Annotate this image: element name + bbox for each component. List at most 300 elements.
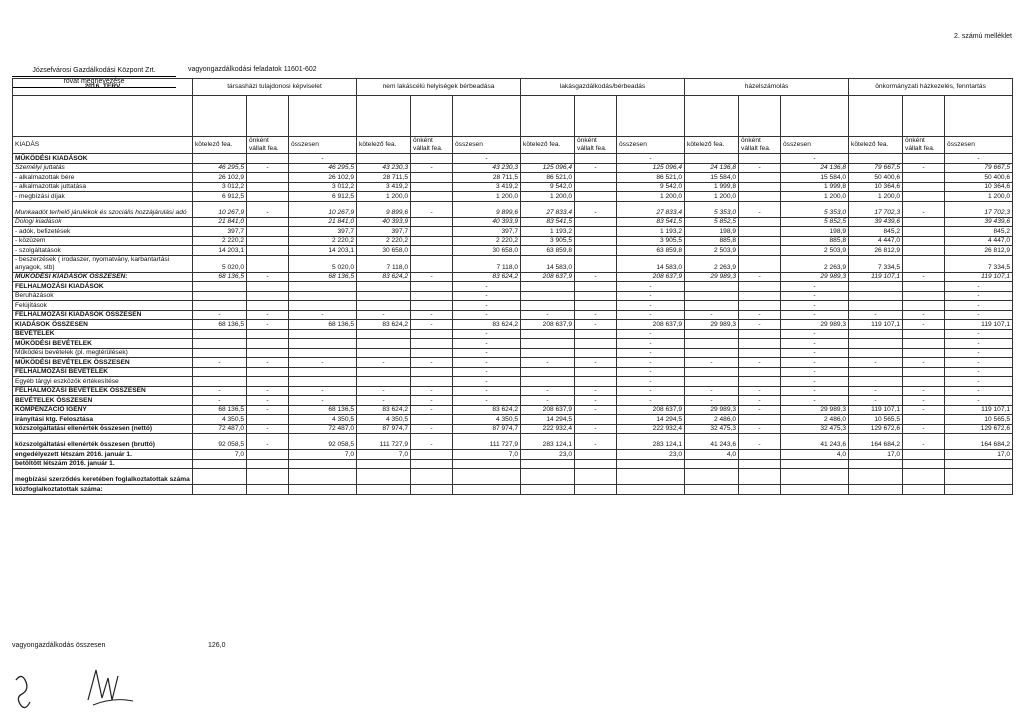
value-cell xyxy=(411,291,453,301)
value-cell: - xyxy=(411,320,453,330)
row-label: betöltött létszám 2016. január 1. xyxy=(13,459,193,469)
value-cell: 10 267,9 xyxy=(193,201,247,217)
value-cell xyxy=(575,348,617,358)
value-cell: 4,0 xyxy=(685,450,739,460)
value-cell xyxy=(739,485,781,495)
value-cell xyxy=(411,154,453,164)
value-cell: - xyxy=(781,367,849,377)
value-cell: 111 727,9 xyxy=(357,434,411,450)
spacer-cell xyxy=(521,96,575,137)
value-cell: - xyxy=(849,396,903,406)
value-cell: - xyxy=(247,405,289,415)
value-cell: - xyxy=(781,282,849,292)
value-cell xyxy=(411,339,453,349)
value-cell xyxy=(289,469,357,485)
table-row xyxy=(13,386,1013,396)
value-cell xyxy=(411,217,453,227)
value-cell: 14 294,5 xyxy=(617,415,685,425)
value-cell: 17 702,3 xyxy=(945,201,1013,217)
value-cell: 15 584,0 xyxy=(685,173,739,183)
value-cell xyxy=(575,459,617,469)
table-row xyxy=(13,367,1013,377)
value-cell: 43 230,3 xyxy=(357,163,411,173)
value-cell: 1 999,8 xyxy=(685,182,739,192)
value-cell xyxy=(411,255,453,272)
value-cell: - xyxy=(247,424,289,434)
value-cell xyxy=(289,348,357,358)
value-cell xyxy=(193,367,247,377)
value-cell: 5 852,5 xyxy=(685,217,739,227)
value-cell: 24 136,8 xyxy=(781,163,849,173)
value-cell: 129 672,6 xyxy=(849,424,903,434)
table-row xyxy=(13,377,1013,387)
spacer-cell xyxy=(411,96,453,137)
value-cell: - xyxy=(739,434,781,450)
row-label: BEVÉTELEK xyxy=(13,329,193,339)
value-cell: - xyxy=(411,358,453,368)
value-cell: 29 989,3 xyxy=(685,405,739,415)
value-cell: - xyxy=(247,320,289,330)
subheader-cell: önként vállalt fea. xyxy=(739,137,781,154)
value-cell: - xyxy=(193,310,247,320)
value-cell xyxy=(411,485,453,495)
value-cell xyxy=(289,282,357,292)
value-cell: - xyxy=(617,282,685,292)
value-cell: - xyxy=(453,396,521,406)
value-cell: - xyxy=(739,405,781,415)
value-cell: 3 012,2 xyxy=(289,182,357,192)
value-cell: 208 637,9 xyxy=(617,272,685,282)
value-cell xyxy=(575,377,617,387)
value-cell: 397,7 xyxy=(193,227,247,237)
table-row xyxy=(13,272,1013,282)
value-cell: 79 667,5 xyxy=(849,163,903,173)
value-cell xyxy=(453,459,521,469)
value-cell xyxy=(193,459,247,469)
value-cell: 1 200,0 xyxy=(357,192,411,202)
value-cell xyxy=(849,367,903,377)
value-cell: 86 521,0 xyxy=(521,173,575,183)
row-label: FELHALMOZÁSI KIADÁSOK xyxy=(13,282,193,292)
value-cell: 222 932,4 xyxy=(617,424,685,434)
value-cell xyxy=(685,339,739,349)
value-cell: 29 989,3 xyxy=(685,320,739,330)
value-cell: - xyxy=(617,367,685,377)
value-cell xyxy=(411,367,453,377)
value-cell xyxy=(247,485,289,495)
table-row xyxy=(13,192,1013,202)
value-cell: 2 263,9 xyxy=(685,255,739,272)
value-cell: 40 393,9 xyxy=(357,217,411,227)
value-cell xyxy=(685,301,739,311)
value-cell xyxy=(247,377,289,387)
value-cell: - xyxy=(453,377,521,387)
group-header: házelszámolás xyxy=(685,79,849,96)
value-cell: - xyxy=(903,396,945,406)
value-cell: - xyxy=(411,424,453,434)
value-cell: - xyxy=(453,348,521,358)
value-cell: 1 193,2 xyxy=(521,227,575,237)
value-cell: - xyxy=(903,320,945,330)
row-label: FELHALMOZÁSI BEVÉTELEK xyxy=(13,367,193,377)
value-cell: 4 350,5 xyxy=(357,415,411,425)
value-cell xyxy=(739,227,781,237)
value-cell xyxy=(357,301,411,311)
value-cell: - xyxy=(903,201,945,217)
value-cell xyxy=(453,469,521,485)
value-cell xyxy=(247,282,289,292)
value-cell xyxy=(685,485,739,495)
row-label: megbízási szerződés keretében foglalkoztatottak száma xyxy=(13,469,193,485)
value-cell xyxy=(411,415,453,425)
value-cell xyxy=(617,485,685,495)
value-cell: 24 136,8 xyxy=(685,163,739,173)
value-cell: 5 852,5 xyxy=(781,217,849,227)
spacer-cell xyxy=(357,96,411,137)
value-cell: 29 989,3 xyxy=(781,320,849,330)
kiadas-label: KIADÁS xyxy=(13,137,193,154)
value-cell: 4 447,0 xyxy=(849,236,903,246)
value-cell xyxy=(247,182,289,192)
value-cell: 164 684,2 xyxy=(945,434,1013,450)
value-cell: - xyxy=(411,310,453,320)
spacer-cell xyxy=(781,96,849,137)
spacer-cell xyxy=(453,96,521,137)
value-cell: 32 475,3 xyxy=(781,424,849,434)
value-cell: - xyxy=(739,310,781,320)
value-cell: - xyxy=(903,386,945,396)
value-cell: - xyxy=(849,310,903,320)
value-cell: 119 107,1 xyxy=(849,320,903,330)
row-label: MŰKÖDÉSI KIADÁSOK ÖSSZESEN: xyxy=(13,272,193,282)
value-cell: 30 658,0 xyxy=(453,246,521,256)
value-cell xyxy=(357,459,411,469)
table-row xyxy=(13,434,1013,450)
row-label: Személyi juttatás xyxy=(13,163,193,173)
group-header: önkormányzati házkezelés, fenntartás xyxy=(849,79,1013,96)
subheader-cell: összesen xyxy=(617,137,685,154)
value-cell xyxy=(411,469,453,485)
value-cell: - xyxy=(453,339,521,349)
row-label: irányítási ktg. Felosztása xyxy=(13,415,193,425)
value-cell: 1 200,0 xyxy=(849,192,903,202)
value-cell xyxy=(289,377,357,387)
value-cell: - xyxy=(575,163,617,173)
value-cell xyxy=(575,236,617,246)
value-cell: - xyxy=(453,329,521,339)
value-cell: - xyxy=(411,396,453,406)
value-cell xyxy=(247,227,289,237)
value-cell xyxy=(411,173,453,183)
subheader-cell: összesen xyxy=(289,137,357,154)
value-cell: 79 667,5 xyxy=(945,163,1013,173)
value-cell: 14 203,1 xyxy=(289,246,357,256)
value-cell xyxy=(903,182,945,192)
value-cell xyxy=(411,246,453,256)
value-cell: - xyxy=(289,386,357,396)
value-cell: - xyxy=(357,310,411,320)
value-cell xyxy=(575,192,617,202)
value-cell: - xyxy=(411,201,453,217)
value-cell xyxy=(575,282,617,292)
value-cell xyxy=(411,348,453,358)
value-cell: - xyxy=(247,163,289,173)
row-label: Működési bevételek (pl. megtérülések) xyxy=(13,348,193,358)
value-cell: - xyxy=(903,405,945,415)
value-cell xyxy=(739,236,781,246)
value-cell: 2 263,9 xyxy=(781,255,849,272)
value-cell: - xyxy=(289,396,357,406)
value-cell xyxy=(357,291,411,301)
value-cell xyxy=(903,339,945,349)
value-cell: - xyxy=(617,154,685,164)
value-cell: 87 974,7 xyxy=(357,424,411,434)
value-cell: 2 503,9 xyxy=(685,246,739,256)
table-row xyxy=(13,246,1013,256)
value-cell xyxy=(945,469,1013,485)
row-label: Felújítások xyxy=(13,301,193,311)
value-cell xyxy=(247,469,289,485)
value-cell: - xyxy=(453,386,521,396)
value-cell xyxy=(289,301,357,311)
value-cell: 845,2 xyxy=(849,227,903,237)
value-cell: 1 200,0 xyxy=(521,192,575,202)
value-cell xyxy=(193,339,247,349)
subheader-cell: összesen xyxy=(781,137,849,154)
value-cell: 83 541,5 xyxy=(617,217,685,227)
subheader-cell: kötelező fea. xyxy=(193,137,247,154)
value-cell: 92 058,5 xyxy=(193,434,247,450)
table-row xyxy=(13,291,1013,301)
value-cell: 6 912,5 xyxy=(289,192,357,202)
value-cell xyxy=(193,485,247,495)
value-cell xyxy=(739,301,781,311)
value-cell xyxy=(903,450,945,460)
value-cell: 885,8 xyxy=(781,236,849,246)
value-cell: 68 136,5 xyxy=(193,272,247,282)
table-row xyxy=(13,320,1013,330)
value-cell xyxy=(521,301,575,311)
table-row xyxy=(13,459,1013,469)
value-cell: 10 565,5 xyxy=(849,415,903,425)
value-cell: - xyxy=(781,358,849,368)
value-cell: 87 974,7 xyxy=(453,424,521,434)
value-cell: 17,0 xyxy=(849,450,903,460)
value-cell: 83 624,2 xyxy=(453,272,521,282)
value-cell: 46 295,5 xyxy=(193,163,247,173)
row-label: KOMPENZÁCIÓ IGÉNY xyxy=(13,405,193,415)
value-cell: 119 107,1 xyxy=(849,405,903,415)
value-cell xyxy=(739,182,781,192)
value-cell: 397,7 xyxy=(357,227,411,237)
value-cell xyxy=(903,329,945,339)
value-cell: - xyxy=(739,424,781,434)
value-cell: 28 711,5 xyxy=(453,173,521,183)
value-cell: 4 350,5 xyxy=(289,415,357,425)
value-cell: 2 220,2 xyxy=(453,236,521,246)
value-cell: 3 419,2 xyxy=(453,182,521,192)
value-cell xyxy=(903,173,945,183)
value-cell: 119 107,1 xyxy=(849,272,903,282)
value-cell: 4 350,5 xyxy=(193,415,247,425)
value-cell: 50 400,6 xyxy=(849,173,903,183)
value-cell: 1 200,0 xyxy=(453,192,521,202)
spacer-cell xyxy=(945,96,1013,137)
value-cell xyxy=(617,469,685,485)
value-cell: 3 905,5 xyxy=(521,236,575,246)
table-row xyxy=(13,201,1013,217)
value-cell: 119 107,1 xyxy=(945,272,1013,282)
value-cell: 4,0 xyxy=(781,450,849,460)
value-cell: 10 364,6 xyxy=(849,182,903,192)
value-cell xyxy=(849,154,903,164)
value-cell xyxy=(739,246,781,256)
subheader-cell: összesen xyxy=(945,137,1013,154)
value-cell: 10 565,5 xyxy=(945,415,1013,425)
value-cell xyxy=(903,377,945,387)
value-cell: - xyxy=(945,282,1013,292)
value-cell: - xyxy=(453,301,521,311)
value-cell: - xyxy=(453,358,521,368)
group-header: lakásgazdálkodás/bérbeadás xyxy=(521,79,685,96)
row-label: közszolgáltatási ellenérték összesen (bruttó) xyxy=(13,434,193,450)
value-cell xyxy=(357,485,411,495)
value-cell xyxy=(521,339,575,349)
value-cell xyxy=(247,367,289,377)
value-cell: 83 624,2 xyxy=(453,405,521,415)
value-cell xyxy=(739,255,781,272)
value-cell xyxy=(247,291,289,301)
value-cell: - xyxy=(617,396,685,406)
group-header: nem lakáscélú helyiségek bérbeadása xyxy=(357,79,521,96)
subheader-cell: kötelező fea. xyxy=(849,137,903,154)
value-cell xyxy=(193,154,247,164)
table-row xyxy=(13,236,1013,246)
value-cell: 17,0 xyxy=(945,450,1013,460)
value-cell xyxy=(903,301,945,311)
value-cell: - xyxy=(575,386,617,396)
value-cell: - xyxy=(903,358,945,368)
value-cell: - xyxy=(617,310,685,320)
value-cell: - xyxy=(575,434,617,450)
value-cell xyxy=(521,329,575,339)
value-cell xyxy=(739,377,781,387)
table-row xyxy=(13,154,1013,164)
value-cell: - xyxy=(781,329,849,339)
value-cell: - xyxy=(617,339,685,349)
value-cell: 21 841,0 xyxy=(289,217,357,227)
table-row xyxy=(13,182,1013,192)
value-cell: 30 658,0 xyxy=(357,246,411,256)
value-cell xyxy=(575,227,617,237)
value-cell: - xyxy=(903,163,945,173)
value-cell xyxy=(685,377,739,387)
value-cell: 5 353,0 xyxy=(781,201,849,217)
value-cell: 32 475,3 xyxy=(685,424,739,434)
row-label: MŰKÖDÉSI BEVÉTELEK ÖSSZESEN xyxy=(13,358,193,368)
value-cell xyxy=(903,227,945,237)
value-cell: - xyxy=(289,358,357,368)
value-cell: - xyxy=(945,291,1013,301)
value-cell xyxy=(903,485,945,495)
value-cell xyxy=(575,339,617,349)
spacer-cell xyxy=(575,96,617,137)
value-cell: 14 583,0 xyxy=(521,255,575,272)
value-cell: 50 400,6 xyxy=(945,173,1013,183)
value-cell: 72 487,0 xyxy=(289,424,357,434)
value-cell: 2 220,2 xyxy=(357,236,411,246)
value-cell xyxy=(247,192,289,202)
value-cell: 1 200,0 xyxy=(945,192,1013,202)
value-cell xyxy=(193,301,247,311)
table-row xyxy=(13,339,1013,349)
value-cell: - xyxy=(247,358,289,368)
value-cell: - xyxy=(617,291,685,301)
value-cell xyxy=(903,459,945,469)
value-cell: - xyxy=(575,405,617,415)
value-cell: - xyxy=(193,386,247,396)
value-cell: - xyxy=(617,301,685,311)
row-label: - beszerzések ( irodaszer, nyomatvány, karbantartási anyagok, stb) xyxy=(13,255,193,272)
value-cell xyxy=(739,291,781,301)
subheader-cell: kötelező fea. xyxy=(357,137,411,154)
value-cell: 14 294,5 xyxy=(521,415,575,425)
value-cell: - xyxy=(781,348,849,358)
value-cell xyxy=(453,485,521,495)
value-cell xyxy=(739,339,781,349)
value-cell xyxy=(289,291,357,301)
value-cell: 283 124,1 xyxy=(521,434,575,450)
subheader-cell: kötelező fea. xyxy=(685,137,739,154)
value-cell xyxy=(411,182,453,192)
value-cell xyxy=(521,469,575,485)
value-cell: 83 624,2 xyxy=(357,320,411,330)
table-row xyxy=(13,469,1013,485)
value-cell: 68 136,5 xyxy=(289,320,357,330)
value-cell xyxy=(247,246,289,256)
value-cell: - xyxy=(945,377,1013,387)
value-cell: 111 727,9 xyxy=(453,434,521,450)
value-cell xyxy=(849,282,903,292)
value-cell: - xyxy=(453,282,521,292)
value-cell: 83 624,2 xyxy=(357,272,411,282)
value-cell xyxy=(411,459,453,469)
value-cell: 27 833,4 xyxy=(521,201,575,217)
value-cell: - xyxy=(945,329,1013,339)
value-cell: - xyxy=(247,201,289,217)
table-row xyxy=(13,348,1013,358)
value-cell xyxy=(357,154,411,164)
value-cell: - xyxy=(575,320,617,330)
value-cell xyxy=(289,329,357,339)
value-cell: 119 107,1 xyxy=(945,320,1013,330)
value-cell: - xyxy=(575,396,617,406)
value-cell: 68 136,5 xyxy=(289,405,357,415)
value-cell: - xyxy=(411,405,453,415)
value-cell: - xyxy=(849,358,903,368)
spacer-row xyxy=(13,96,1013,137)
value-cell xyxy=(411,236,453,246)
value-cell xyxy=(849,291,903,301)
spacer-cell xyxy=(685,96,739,137)
row-label: - megbízási díjak xyxy=(13,192,193,202)
value-cell xyxy=(849,469,903,485)
spacer-cell xyxy=(739,96,781,137)
value-cell: 46 295,5 xyxy=(289,163,357,173)
table-row xyxy=(13,227,1013,237)
value-cell: 5 353,0 xyxy=(685,201,739,217)
value-cell: 10 364,6 xyxy=(945,182,1013,192)
